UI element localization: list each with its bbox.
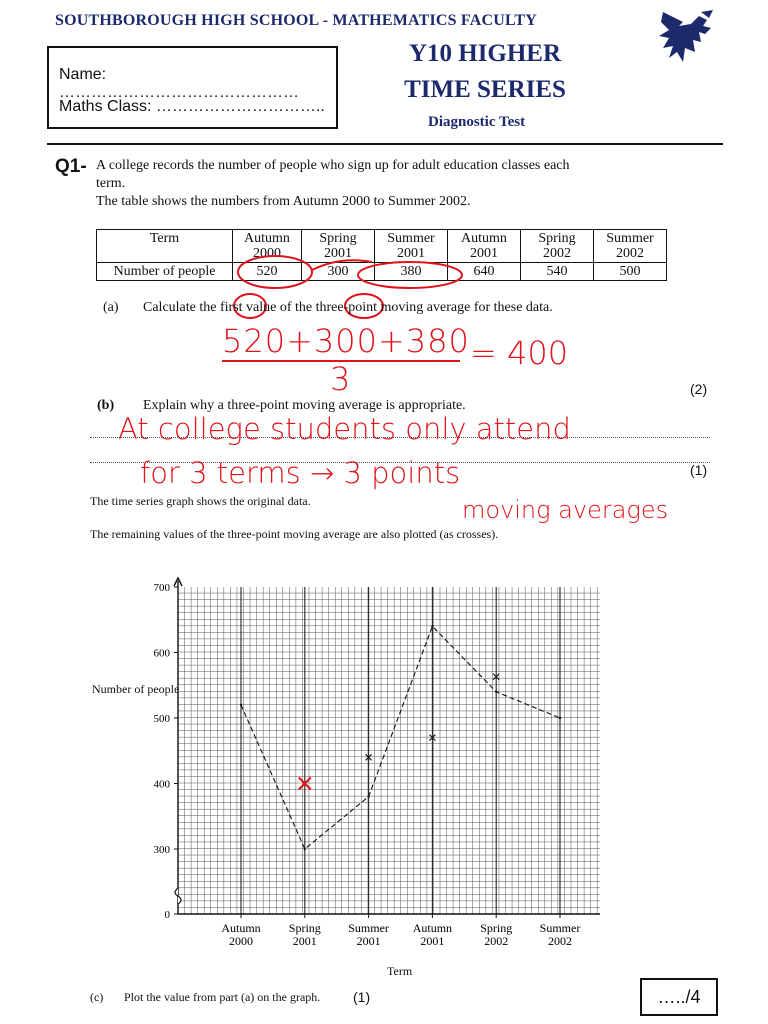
x-tick-label: Spring <box>480 921 513 935</box>
table-value: 640 <box>448 263 521 281</box>
x-tick-label: Spring <box>288 921 321 935</box>
table-value: 380 <box>375 263 448 281</box>
x-tick-label: 2000 <box>229 934 253 948</box>
working-result: = 400 <box>470 334 569 372</box>
table-term-1: Autumn 2000 <box>233 230 302 263</box>
table-value: 520 <box>233 263 302 281</box>
part-a-text: Calculate the first value of the three-point moving average for these data. <box>143 300 553 315</box>
chart-xlabel: Term <box>387 964 413 978</box>
chart-ylabel: Number of people <box>92 682 180 696</box>
part-c-marks: (1) <box>353 989 371 1005</box>
x-tick-label: 2001 <box>292 934 317 948</box>
series-point <box>431 625 433 627</box>
title-time-series: TIME SERIES <box>404 76 566 103</box>
school-heading: SOUTHBOROUGH HIGH SCHOOL - MATHEMATICS FACULTY <box>55 12 538 29</box>
y-tick-label: 600 <box>153 647 170 660</box>
axis-break <box>175 888 181 904</box>
y-tick-label: 300 <box>153 844 170 856</box>
table-value: 500 <box>594 263 667 281</box>
class-line[interactable]: Maths Class: ………………………….. <box>59 98 325 115</box>
score-box: …../4 <box>640 978 718 1016</box>
intro-line-3: The table shows the numbers from Autumn 2000 to Summer 2002. <box>96 194 471 209</box>
part-a-marks: (2) <box>690 381 708 397</box>
table-value: 540 <box>521 263 594 281</box>
graph-text-1: The time series graph shows the original data. <box>90 494 311 508</box>
table-term-2: Spring 2001 <box>302 230 375 263</box>
x-tick-label: Summer <box>539 921 581 935</box>
x-tick-label: Autumn <box>412 921 453 935</box>
x-tick-label: 2002 <box>548 934 572 948</box>
series-point <box>559 717 561 719</box>
diagnostic-subtitle: Diagnostic Test <box>428 114 526 130</box>
part-c-text: Plot the value from part (a) on the graph. <box>124 990 321 1004</box>
graph-text-2: The remaining values of the three-point moving average are also plotted (as crosses). <box>90 527 499 541</box>
y-tick-label: 0 <box>164 909 170 921</box>
name-line[interactable]: Name: ……………………………………… <box>59 66 299 101</box>
intro-line-2: term. <box>96 176 126 191</box>
answer-b-line-1: At college students only attend <box>118 412 571 446</box>
working-numerator: 520+300+380 <box>222 322 470 360</box>
y-tick-label: 500 <box>153 713 170 725</box>
table-term-6: Summer 2002 <box>594 230 667 263</box>
x-tick-label: 2002 <box>484 934 509 948</box>
table-header-term: Term <box>97 230 233 263</box>
answer-b-line-3: moving averages <box>462 496 669 524</box>
part-b-label: (b) <box>97 398 115 413</box>
question-number: Q1- <box>55 156 87 177</box>
table-header-number: Number of people <box>97 263 233 281</box>
table-value: 300 <box>302 263 375 281</box>
part-a-label: (a) <box>103 300 119 315</box>
table-term-4: Autumn 2001 <box>448 230 521 263</box>
y-tick-label: 400 <box>153 778 170 791</box>
x-tick-label: 2001 <box>356 934 381 948</box>
intro-line-1: A college records the number of people who sign up for adult education classes each <box>96 158 570 173</box>
part-b-text: Explain why a three-point moving average is appropriate. <box>143 398 466 413</box>
series-point <box>240 704 242 706</box>
x-tick-label: Autumn <box>221 921 261 935</box>
answer-b-line-2: for 3 terms → 3 points <box>140 456 461 490</box>
x-tick-label: Summer <box>348 921 389 935</box>
series-point <box>495 691 497 693</box>
table-term-5: Spring 2002 <box>521 230 594 263</box>
series-point <box>367 795 369 797</box>
table-term-3: Summer 2001 <box>375 230 448 263</box>
x-tick-label: 2001 <box>420 934 445 948</box>
part-b-marks: (1) <box>690 462 708 478</box>
working-denominator: 3 <box>330 360 351 398</box>
series-point <box>304 848 306 850</box>
y-tick-label: 700 <box>153 582 170 594</box>
part-c-label: (c) <box>90 990 104 1004</box>
title-y10: Y10 HIGHER <box>408 40 562 67</box>
